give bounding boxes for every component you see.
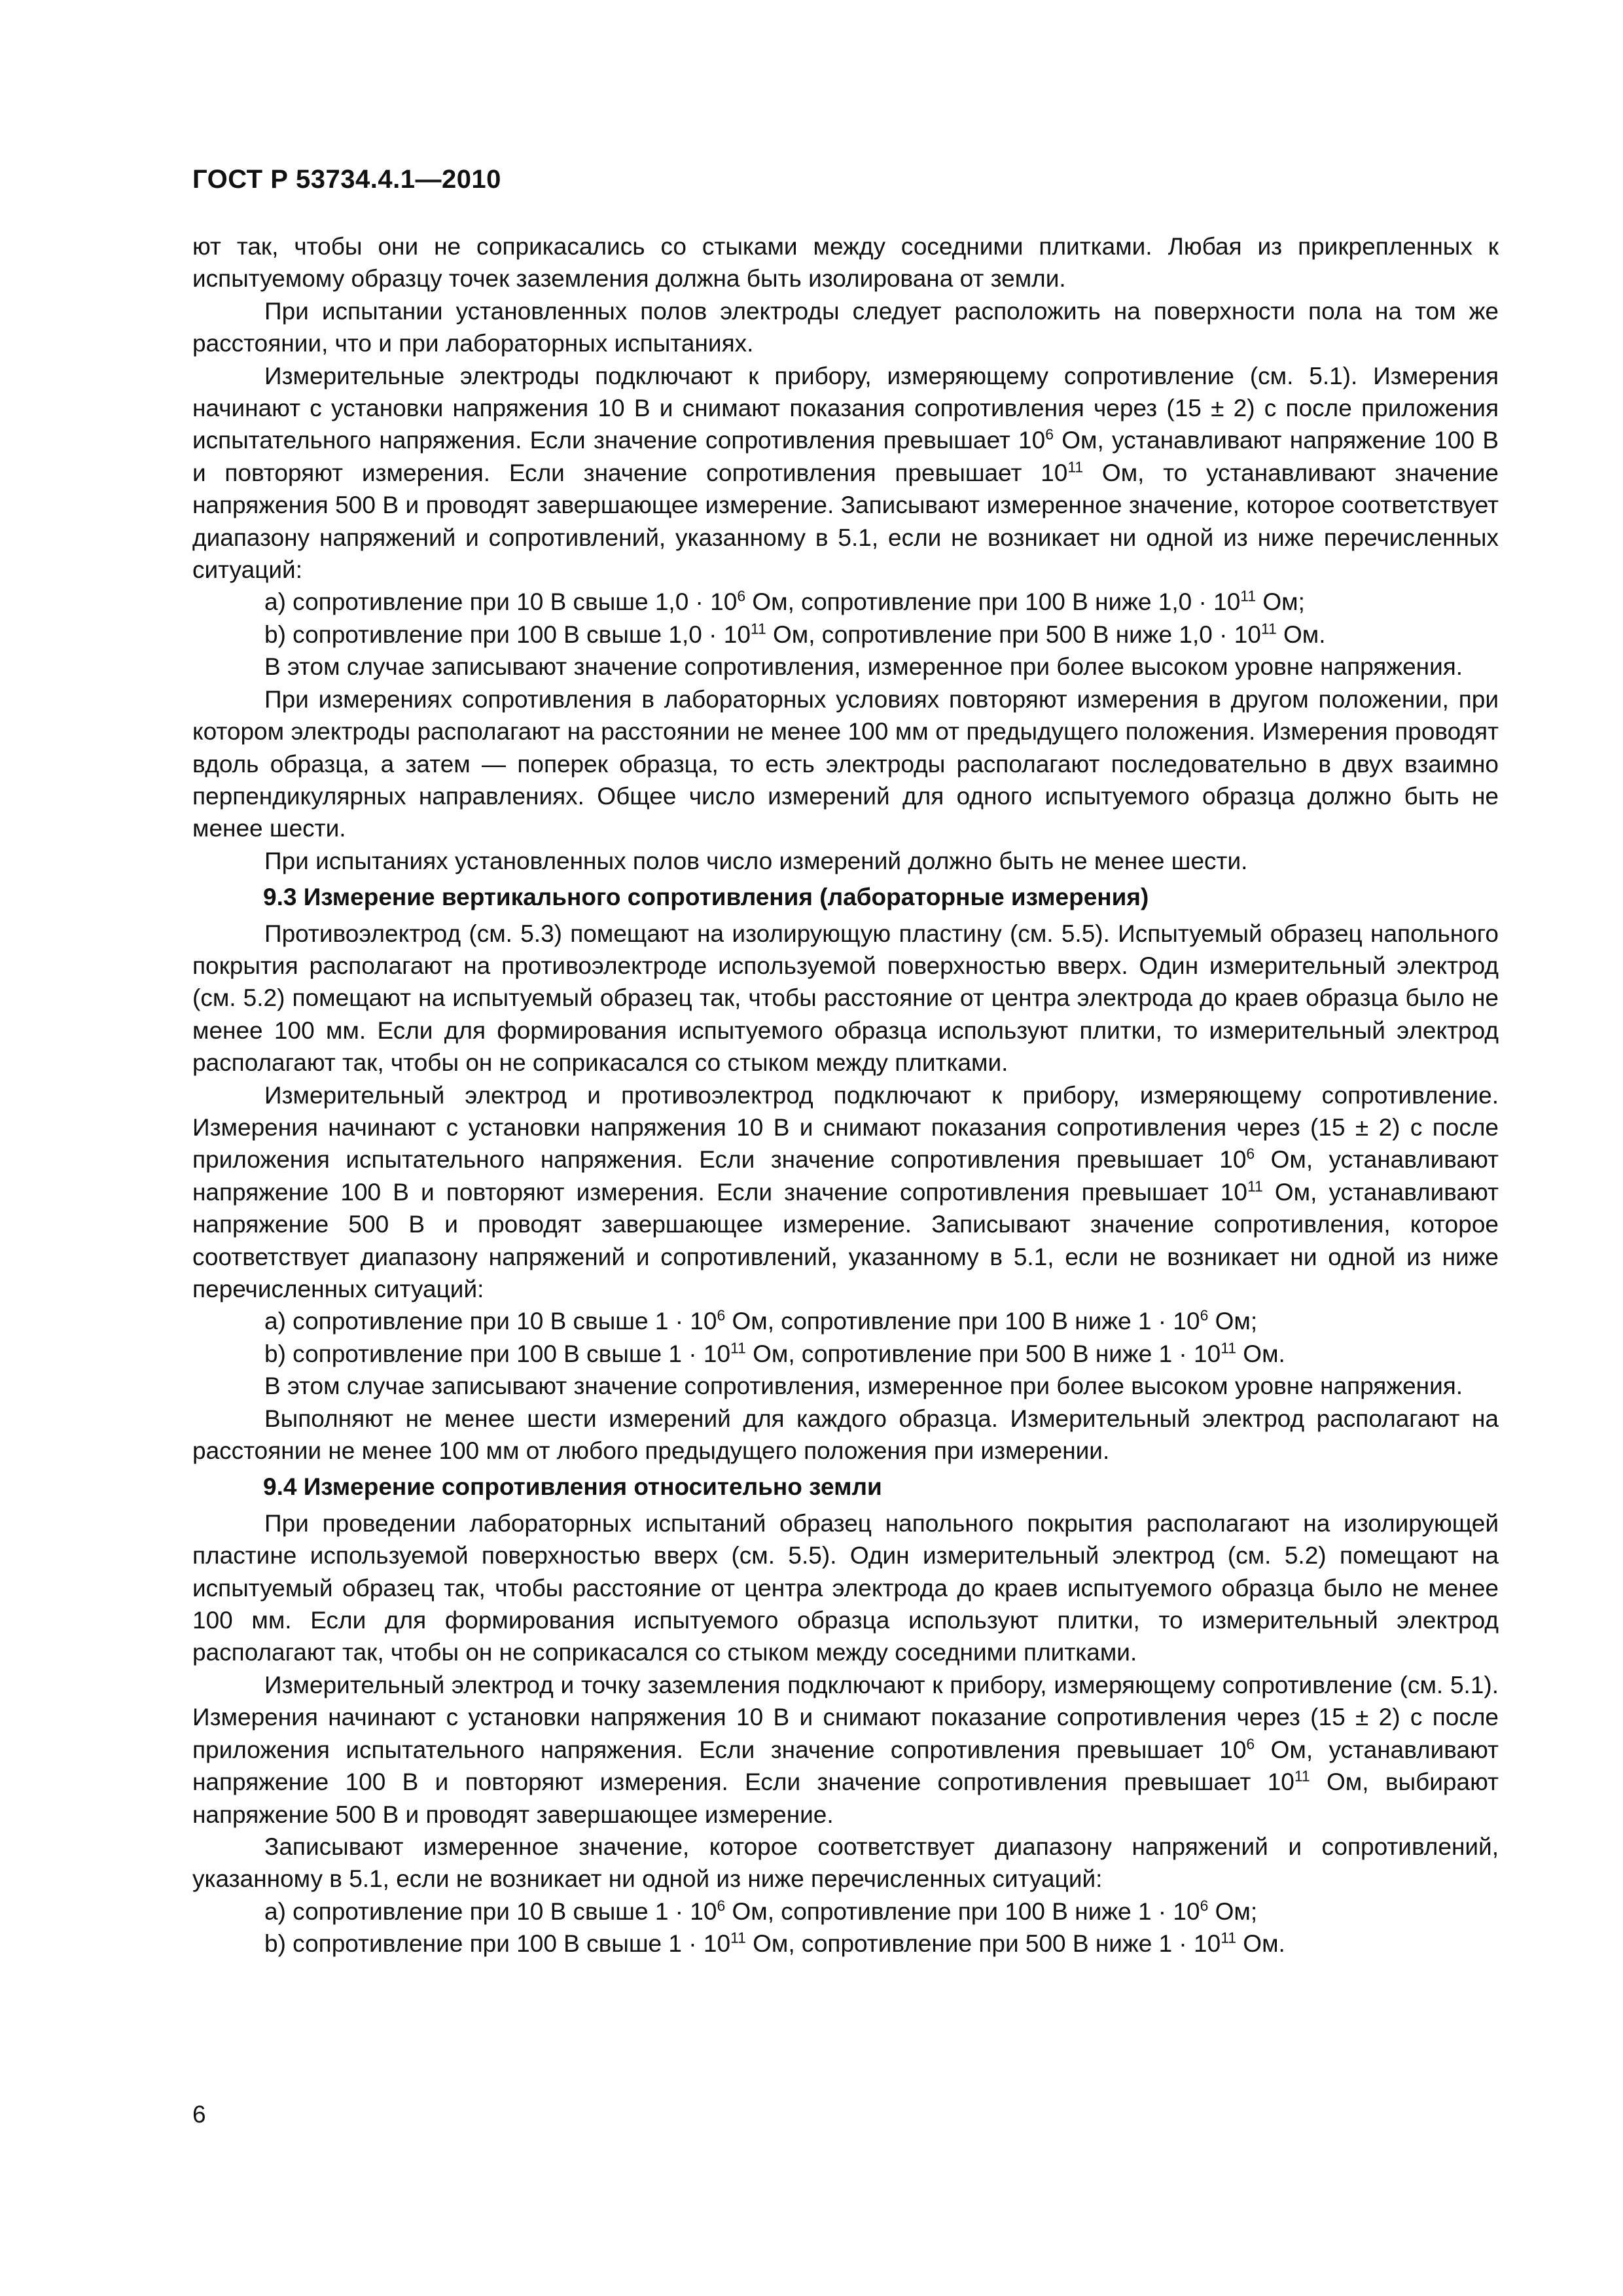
paragraph: Измерительный электрод и противоэлектрод подключают к прибору, измеряющему сопротивление. Измерения начинают с установки напряжения 10 В и снимают показания сопротивления через (15 ± 2) с после приложения испытательного напряжения. Если значение сопротивления превышает $10^6$ Ом, устанавливают напряжение 100 В и повторяют измерения. Если значение сопротивления превышает $10^{11}$ Ом, устанавливают напряжение 500 В и проводят завершающее измерение. Записывают значение сопротивления, которое соответствует диапазону напряжений и сопротивлений, указанному в 5.1, если не возникает ни одной из ниже перечисленных ситуаций: <box>192 1081 1499 1302</box>
paragraph: Выполняют не менее шести измерений для каждого образца. Измерительный электрод располагают на расстоянии не менее 100 мм от любого предыдущего положения при измерении. <box>192 1405 1499 1465</box>
list-item: a) сопротивление при 10 В свыше $1 \cdot 10^6$ Ом, сопротивление при 100 В ниже $1 \cdot 10^6$ Ом; <box>264 1897 1258 1925</box>
paragraph: При испытаниях установленных полов число измерений должно быть не менее шести. <box>264 847 1248 874</box>
paragraph: В этом случае записывают значение сопротивления, измеренное при более высоком уровне напряжения. <box>264 1372 1463 1400</box>
paragraph: Измерительные электроды подключают к прибору, измеряющему сопротивление (см. 5.1). Измерения начинают с установки напряжения 10 В и снимают показания сопротивления через (15 ± 2) с после приложения испытательного напряжения. Если значение сопротивления превышает $10^6$ Ом, устанавливают напряжение 100 В и повторяют измерения. Если значение сопротивления превышает $10^{11}$ Ом, то устанавливают значение напряжения 500 В и проводят завершающее измерение. Записывают измеренное значение, которое соответствует диапазону напряжений и сопротивлений, указанному в 5.1, если не возникает ни одной из ниже перечисленных ситуаций: <box>192 362 1499 584</box>
paragraph: ют так, чтобы они не соприкасались со стыками между соседними плитками. Любая из прикрепленных к испытуемому образцу точек заземления должна быть изолирована от земли. <box>192 233 1499 293</box>
document-code-header: ГОСТ Р 53734.4.1—2010 <box>192 165 501 194</box>
list-item: a) сопротивление при 10 В свыше $1 \cdot 10^6$ Ом, сопротивление при 100 В ниже $1 \cdot 10^6$ Ом; <box>264 1307 1258 1335</box>
paragraph: Противоэлектрод (см. 5.3) помещают на изолирующую пластину (см. 5.5). Испытуемый образец напольного покрытия располагают на противоэлектроде используемой поверхностью вверх. Один измерительный электрод (см. 5.2) помещают на испытуемый образец так, чтобы расстояние от центра электрода до краев образца было не менее 100 мм. Если для формирования испытуемого образца используют плитки, то измерительный электрод располагают так, чтобы он не соприкасался со стыком между плитками. <box>192 920 1499 1077</box>
section-heading-9-4: 9.4 Измерение сопротивления относительно земли <box>263 1473 882 1501</box>
paragraph: При проведении лабораторных испытаний образец напольного покрытия располагают на изолирующей пластине используемой поверхностью вверх (см. 5.5). Один измерительный электрод (см. 5.2) помещают на испытуемый образец так, чтобы расстояние от центра электрода до краев испытуемого образца было не менее 100 мм. Если для формирования испытуемого образца используют плитки, то измерительный электрод располагают так, чтобы он не соприкасался со стыком между соседними плитками. <box>192 1509 1499 1666</box>
paragraph: При измерениях сопротивления в лабораторных условиях повторяют измерения в другом положении, при котором электроды располагают на расстоянии не менее 100 мм от предыдущего положения. Измерения проводят вдоль образца, а затем — поперек образца, то есть электроды располагают последовательно в двух взаимно перпендикулярных направлениях. Общее число измерений для одного испытуемого образца должно быть не менее шести. <box>192 685 1499 842</box>
list-item: b) сопротивление при 100 В свыше $1 \cdot 10^{11}$ Ом, сопротивление при 500 В ниже $1 \cdot 10^{11}$ Ом. <box>264 1339 1285 1367</box>
page-number: 6 <box>192 2101 206 2128</box>
paragraph: При испытании установленных полов электроды следует расположить на поверхности пола на том же расстоянии, что и при лабораторных испытаниях. <box>192 297 1499 357</box>
paragraph: В этом случае записывают значение сопротивления, измеренное при более высоком уровне напряжения. <box>264 653 1463 681</box>
document-body <box>192 230 1499 1960</box>
paragraph: Измерительный электрод и точку заземления подключают к прибору, измеряющему сопротивление (см. 5.1). Измерения начинают с установки напряжения 10 В и снимают показание сопротивления через (15 ± 2) с после приложения испытательного напряжения. Если значение сопротивления превышает $10^6$ Ом, устанавливают напряжение 100 В и повторяют измерения. Если значение сопротивления превышает $10^{11}$ Ом, выбирают напряжение 500 В и проводят завершающее измерение. <box>192 1671 1499 1828</box>
list-item: a) сопротивление при 10 В свыше $1,0 \cdot 10^6$ Ом, сопротивление при 100 В ниже $1,0 \cdot 10^{11}$ Ом; <box>264 588 1305 616</box>
list-item: b) сопротивление при 100 В свыше $1 \cdot 10^{11}$ Ом, сопротивление при 500 В ниже $1 \cdot 10^{11}$ Ом. <box>264 1929 1285 1958</box>
list-item: b) сопротивление при 100 В свыше $1,0 \cdot 10^{11}$ Ом, сопротивление при 500 В ниже $1,0 \cdot 10^{11}$ Ом. <box>264 620 1326 648</box>
section-heading-9-3: 9.3 Измерение вертикального сопротивления (лабораторные измерения) <box>263 884 1149 911</box>
paragraph: Записывают измеренное значение, которое соответствует диапазону напряжений и сопротивлений, указанному в 5.1, если не возникает ни одной из ниже перечисленных ситуаций: <box>192 1833 1499 1893</box>
